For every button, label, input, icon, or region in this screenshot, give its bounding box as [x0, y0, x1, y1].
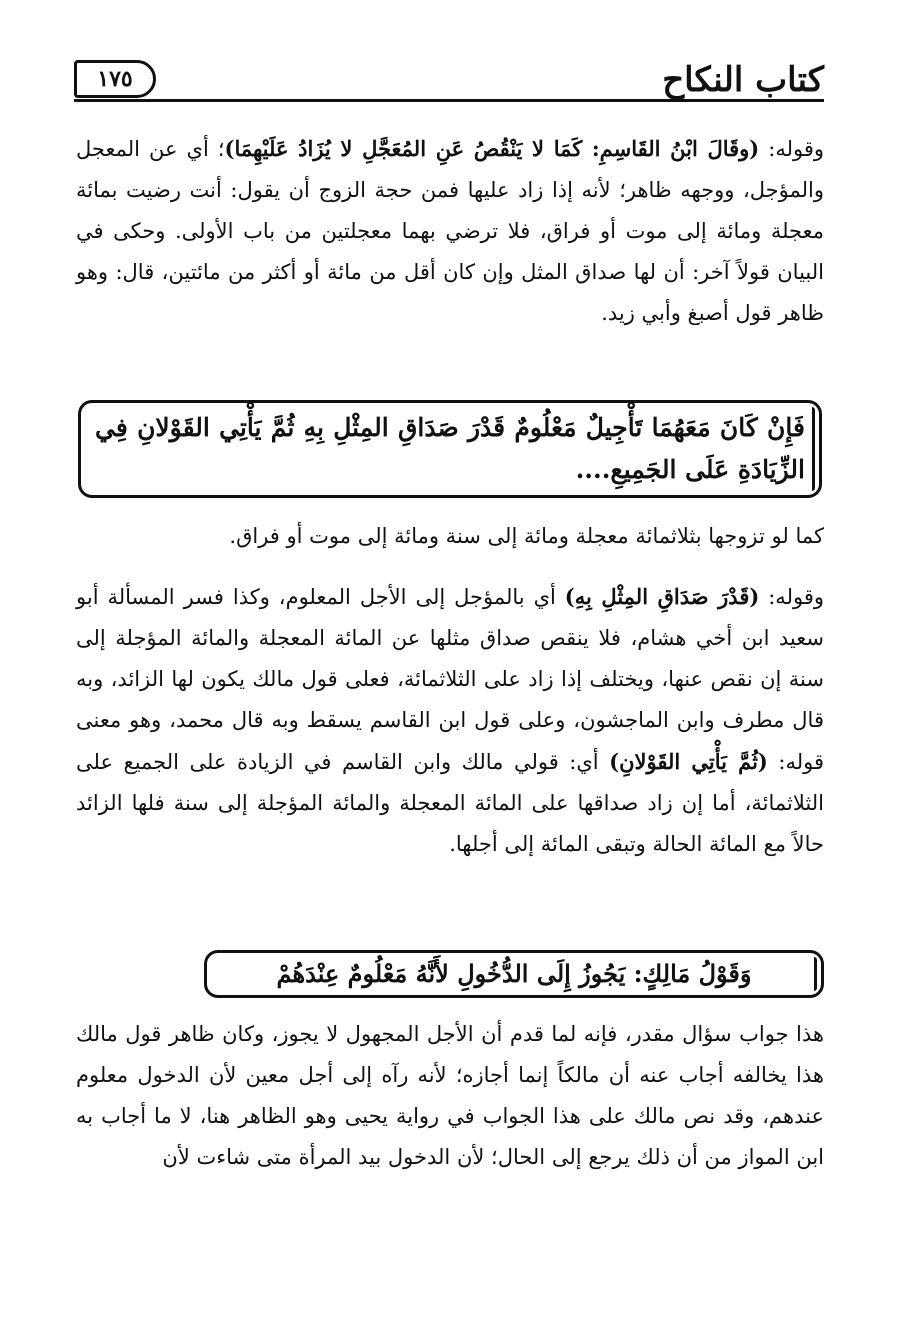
paragraph-3-lead: وقوله: [759, 585, 824, 609]
paragraph-3-mid1: أي بالمؤجل إلى الأجل المعلوم، وكذا فسر المسألة أبو سعيد ابن أخي هشام، فلا ينقص صداق مثلها عن المائة المعجلة والمائة المؤجلة إلى سنة إن نقص عنها، ويختلف إذا زاد على الثلاثمائة، فعلى قول مالك يكون لها الزائد، وبه قال مطرف وابن الماجشون، وعلى قول ابن القاسم يسقط وبه قال محمد، وهو معنى قوله: [76, 585, 825, 774]
matn-box-2 [204, 950, 824, 998]
matn-text-1: فَإِنْ كَانَ مَعَهُمَا تَأْجِيلٌ مَعْلُومٌ قَدْرَ صَدَاقِ المِثْلِ بِهِ ثُمَّ يَأْتِي القَوْلانِ فِي الزِّيَادَةِ عَلَى الجَمِيعِ.... [95, 413, 805, 484]
paragraph-3-mid2: أي: قولي مالك وابن القاسم في الزيادة على الجميع على الثلاثمائة، أما إن زاد صداقها على المائة المعجلة والمائة المؤجلة إلى سنة فلها الزائد حالاً مع المائة الحالة وتبقى المائة إلى أجلها. [76, 750, 824, 856]
paragraph-1-rest: ؛ أي عن المعجل والمؤجل، ووجهه ظاهر؛ لأنه إذا زاد عليها فمن حجة الزوج أن يقول: أنت رضيت بمائة معجلة ومائة إلى موت أو فراق، فلا ترضي بهما معجلتين من باب الأولى. وحكى في البيان قولاً آخر: أن لها صداق المثل وإن كان أقل من مائة أو أكثر من مائتين، قال: وهو ظاهر قول أصبغ وأبي زيد. [76, 137, 824, 325]
matn-box-1 [78, 400, 822, 498]
paragraph-1-lead: وقوله: [759, 137, 825, 161]
page-header [74, 58, 824, 104]
header-rule [74, 99, 824, 102]
paragraph-1 [76, 128, 824, 334]
matn-text-2: وَقَوْلُ مَالِكٍ: يَجُوزُ إِلَى الدُّخُولِ لأَنَّهُ مَعْلُومٌ عِنْدَهُمْ [276, 959, 752, 988]
paragraph-2: كما لو تزوجها بثلاثمائة معجلة ومائة إلى سنة ومائة إلى موت أو فراق. [229, 524, 824, 548]
quote-ibn-alqasim: (وقَالَ ابْنُ القَاسِمِ: كَمَا لا يَنْقُصُ عَنِ المُعَجَّلِ لا يُزَادُ عَلَيْهِمَا) [224, 136, 760, 161]
page-number: ١٧٥ [74, 60, 156, 98]
quote-sadaq-almithl: (قَدْرَ صَدَاقِ المِثْلِ بِهِ) [564, 584, 760, 609]
paragraph-3 [76, 576, 824, 865]
book-title: كتاب النكاح [662, 60, 824, 100]
paragraph-4: هذا جواب سؤال مقدر، فإنه لما قدم أن الأجل المجهول لا يجوز، وكان ظاهر قول مالك هذا يخالفه أجاب عنه أن مالكاً إنما أجازه؛ لأنه رآه إلى أجل معين لأن الدخول معلوم عندهم، وقد نص مالك على هذا الجواب في رواية يحيى وهو الظاهر هنا، لا ما أجاب به ابن المواز من أن ذلك يرجع إلى الحال؛ لأن الدخول بيد المرأة متى شاءت لأن [76, 1022, 824, 1169]
quote-thumma-yati: (ثُمَّ يَأْتِي القَوْلانِ) [609, 749, 768, 774]
